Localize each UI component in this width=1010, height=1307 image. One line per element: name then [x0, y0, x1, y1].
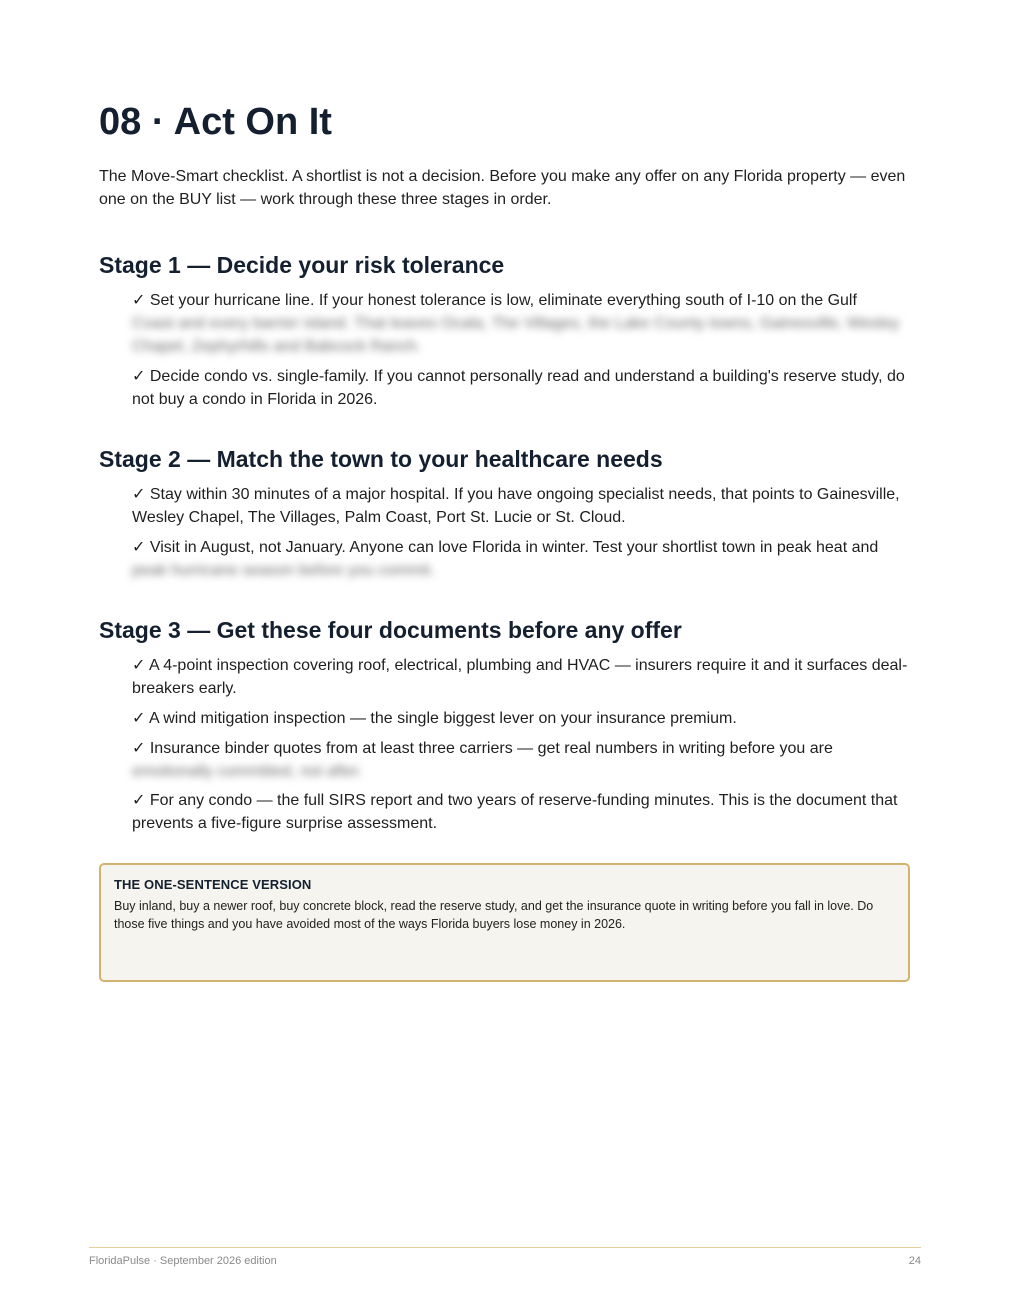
- stage-2-item-1: [132, 483, 912, 529]
- item-text: A wind mitigation inspection — the single biggest lever on your insurance premium.: [148, 710, 737, 727]
- intro-paragraph: The Move-Smart checklist. A shortlist is not a decision. Before you make any offer on any Florida property — even one on the BUY list — work through these three stages in order.: [99, 168, 906, 208]
- stage-1-item-1: [132, 289, 912, 358]
- blurred-text: peak hurricane season before you commit.: [132, 562, 435, 579]
- footer-divider: [89, 1247, 921, 1248]
- item-text: Visit in August, not January. Anyone can love Florida in winter. Test your shortlist town in peak heat and: [149, 539, 879, 556]
- stage-3-item-1: [132, 654, 912, 700]
- stage-3-item-2: [132, 707, 912, 730]
- item-text: For any condo — the full SIRS report and two years of reserve-funding minutes. This is the document that prevents a five-figure surprise assessment.: [132, 792, 898, 832]
- item-text: Insurance binder quotes from at least three carriers — get real numbers in writing before you are: [149, 740, 833, 757]
- checkmark-icon: ✓: [132, 710, 146, 727]
- checkmark-icon: ✓: [132, 539, 146, 556]
- blurred-text: Coast and every barrier island. That leaves Ocala, The Villages, the Lake County towns, Gainesville, Wesley Chapel, Zephyrhills and Babcock Ranch.: [132, 315, 900, 355]
- item-text: Set your hurricane line. If your honest tolerance is low, eliminate everything south of I-10 on the Gulf: [149, 292, 857, 309]
- checkmark-icon: ✓: [132, 740, 146, 757]
- page-title: 08 · Act On It: [99, 101, 332, 143]
- item-text: Decide condo vs. single-family. If you cannot personally read and understand a building's reserve study, do not buy a condo in Florida in 2026.: [132, 368, 905, 408]
- footer-edition: FloridaPulse · September 2026 edition: [89, 1255, 277, 1267]
- item-text: Stay within 30 minutes of a major hospital. If you have ongoing specialist needs, that points to Gainesville, Wesley Chapel, The Villages, Palm Coast, Port St. Lucie or St. Cloud.: [132, 486, 900, 526]
- blurred-text: emotionally committed, not after.: [132, 763, 363, 780]
- page-number: 24: [908, 1255, 921, 1267]
- callout-title: THE ONE-SENTENCE VERSION: [114, 877, 312, 892]
- stage-2-heading: Stage 2 — Match the town to your healthcare needs: [99, 446, 663, 472]
- summary-callout: [99, 863, 910, 982]
- stage-3-item-3: [132, 737, 912, 783]
- checkmark-icon: ✓: [132, 486, 146, 503]
- stage-1-item-2: [132, 365, 912, 411]
- checkmark-icon: ✓: [132, 657, 146, 674]
- checkmark-icon: ✓: [132, 368, 146, 385]
- stage-3-item-4: [132, 789, 912, 835]
- stage-1-heading: Stage 1 — Decide your risk tolerance: [99, 252, 505, 278]
- checkmark-icon: ✓: [132, 292, 146, 309]
- stage-3-heading: Stage 3 — Get these four documents before any offer: [99, 617, 682, 643]
- checkmark-icon: ✓: [132, 792, 146, 809]
- item-text: A 4-point inspection covering roof, electrical, plumbing and HVAC — insurers require it and it surfaces deal-breakers early.: [132, 657, 908, 697]
- stage-2-item-2: [132, 536, 912, 582]
- callout-body: Buy inland, buy a newer roof, buy concrete block, read the reserve study, and get the insurance quote in writing before you fall in love. Do those five things and you have avoided most of the ways Florida buyers lose money in 2026.: [114, 899, 874, 931]
